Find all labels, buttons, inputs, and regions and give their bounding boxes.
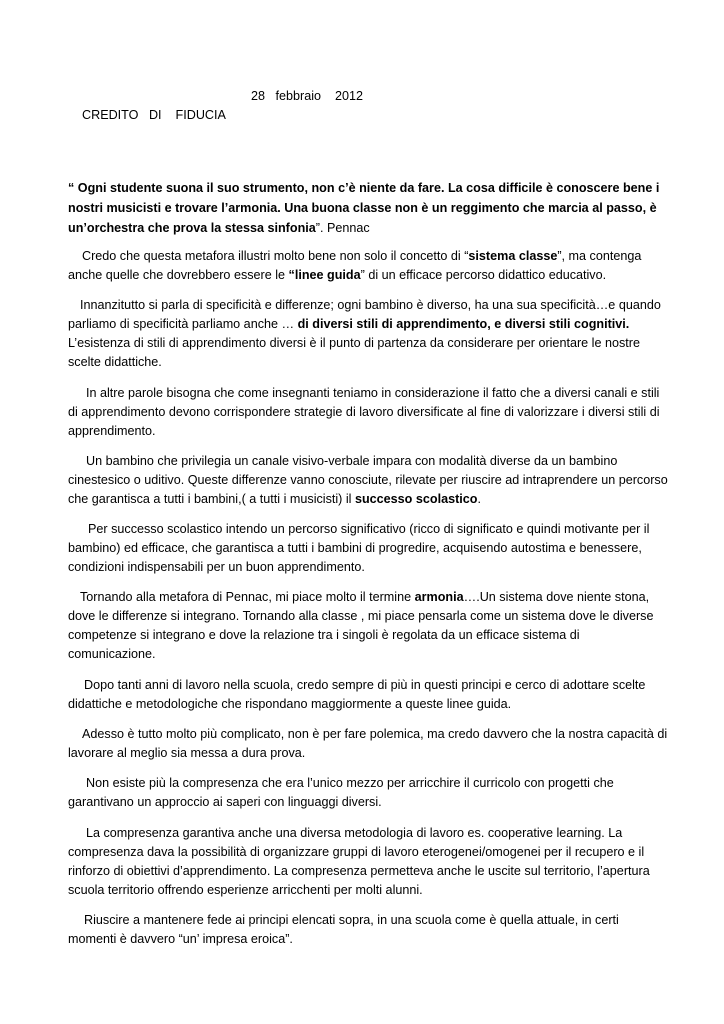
paragraph-1	[68, 247, 668, 285]
paragraph-3: In altre parole bisogna che come insegnanti teniamo in considerazione il fatto che a diversi canali e stili di apprendimento devono corrispondere strategie di lavoro diversificate al fine di valorizzare i diversi stili di apprendimento.	[68, 385, 660, 438]
paragraph-2	[68, 296, 668, 372]
paragraph-6	[68, 588, 668, 664]
paragraph-text: Credo che questa metafora illustri molto bene non solo il concetto di “	[82, 249, 469, 263]
paragraph-9: Non esiste più la compresenza che era l’unico mezzo per arricchire il curricolo con progetti che garantivano un approccio ai saperi con linguaggi diversi.	[68, 776, 614, 810]
emphasis-text: “linee guida	[288, 268, 361, 282]
paragraph-text: Tornando alla metafora di Pennac, mi piace molto il termine	[80, 590, 415, 605]
paragraph-8: Adesso è tutto molto più complicato, non è per fare polemica, ma credo davvero che la nostra capacità di lavorare al meglio sia messa a dura prova.	[68, 727, 668, 761]
document-date: 28 febbraio 2012	[251, 89, 364, 103]
quote-text: “ Ogni studente suona il suo strumento, non c’è niente da fare. La cosa difficile è conoscere bene i nostri musicisti e trovare l’armonia. Una buona classe non è un reggimento che marcia al passo, è un’orchestra che prova la stessa sinfonia	[68, 181, 660, 235]
document-body	[68, 247, 668, 960]
emphasis-text: armonia	[414, 590, 464, 605]
emphasis-text: successo scolastico	[354, 491, 478, 506]
paragraph-text: L’esistenza di stili di apprendimento diversi è il punto di partenza da considerare per orientare le nostre scelte didattiche.	[68, 336, 640, 370]
paragraph-text: Un bambino che privilegia un canale visivo-verbale impara con modalità diverse da un bambino cinestesico o uditivo. Queste differenze vanno conosciute, rilevate per riuscire ad intraprendere un percorso che garantisca a tutti i bambini,( a tutti i musicisti) il	[68, 453, 668, 506]
paragraph-text: ” di un efficace percorso didattico educativo.	[360, 268, 607, 282]
paragraph-7: Dopo tanti anni di lavoro nella scuola, credo sempre di più in questi principi e cerco di adottare scelte didattiche e metodologiche che rispondano maggiormente a queste linee guida.	[68, 677, 646, 711]
quote-author: ”. Pennac	[315, 221, 370, 235]
paragraph-text: ….Un sistema dove niente stona, dove le differenze si integrano. Tornando alla classe , mi piace pensarla come un sistema dove le diverse competenze si integrano e dove la relazione tra i singoli è regolata da un efficace sistema di comunicazione.	[68, 590, 654, 662]
paragraph-10: La compresenza garantiva anche una diversa metodologia di lavoro es. cooperative learning. La compresenza dava la possibilità di organizzare gruppi di lavoro eterogenei/omogenei per il recupero e il rinforzo di obiettivi d’apprendimento. La compresenza permetteva anche le uscite sul territorio, l’apertura scuola territorio offrendo esperienze arricchenti per molti alunni.	[68, 825, 650, 897]
paragraph-text: .	[477, 491, 481, 506]
opening-quote	[68, 178, 668, 238]
document-header	[68, 87, 364, 163]
paragraph-11: Riuscire a mantenere fede ai principi elencati sopra, in una scuola come è quella attuale, in certi momenti è davvero “un’ impresa eroica”.	[68, 912, 619, 946]
document-title: CREDITO DI FIDUCIA	[82, 108, 226, 122]
emphasis-text: di diversi stili di apprendimento, e diversi stili cognitivi.	[297, 317, 630, 332]
paragraph-text: ”, ma contenga anche quelle che dovrebbero essere le	[68, 249, 642, 282]
paragraph-text: Innanzitutto si parla di specificità e differenze; ogni bambino è diverso, ha una sua specificità…e quando parliamo di specificità parliamo anche …	[68, 298, 661, 332]
paragraph-4	[68, 452, 668, 509]
paragraph-5: Per successo scolastico intendo un percorso significativo (ricco di significato e quindi motivante per il bambino) ed efficace, che garantisca a tutti i bambini di progredire, acquisendo autostima e benessere, condizioni indispensabili per un buon apprendimento.	[68, 522, 650, 575]
emphasis-text: sistema classe	[468, 249, 558, 263]
